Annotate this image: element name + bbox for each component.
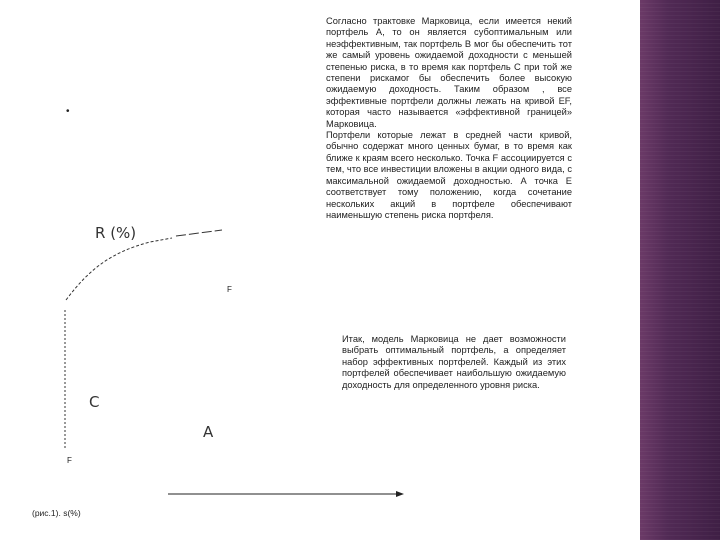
x-axis-arrowhead xyxy=(396,491,404,497)
y-axis-label: R (%) xyxy=(95,224,137,242)
figure-caption: (рис.1). s(%) xyxy=(32,508,81,518)
markowitz-efficiency-paragraph: Согласно трактовке Марковица, если имеется некий портфель А, то он является субоптимальным или неэффективным, так портфель В мог бы обеспечить тот же самый уровень ожидаемой доходности с меньшей степенью риска, в то время как портфель С при той же степени рискамог бы обеспечить более высокую ожидаемую доходность. Таким образом , все эффективные портфели должны лежать на кривой EF, которая часто называется «эффективной границей» Марковица. xyxy=(326,16,572,129)
efficient-frontier-tail xyxy=(176,230,222,236)
decorative-side-band xyxy=(640,0,720,540)
top-marker: • xyxy=(66,106,70,117)
portfolio-points-paragraph: Портфели которые лежат в средней части кривой, обычно содержат много ценных бумаг, в то время как ближе к краям всего несколько. Точка F ассоциируется с тем, что все инвестиции вложены в акции одного вида, с максимальной ожидаемой доходностью. А точка E соответствует тому положению, когда сочетание нескольких акций в портфеле обеспечивают наименьшую степень риска портфеля. xyxy=(326,130,572,220)
point-label-c: C xyxy=(89,393,100,411)
point-label-a: A xyxy=(203,423,214,441)
explanation-text-block xyxy=(326,16,572,221)
conclusion-paragraph: Итак, модель Марковица не дает возможности выбрать оптимальный портфель, а определяет набор эффективных портфелей. Каждый из этих портфелей обеспечивает наибольшую ожидаемую доходность для определенного уровня риска. xyxy=(342,334,566,390)
point-label-f-upper: F xyxy=(227,285,232,294)
efficient-frontier-curve xyxy=(66,238,172,300)
conclusion-text-block xyxy=(342,334,566,391)
point-label-f-lower: F xyxy=(67,456,72,465)
